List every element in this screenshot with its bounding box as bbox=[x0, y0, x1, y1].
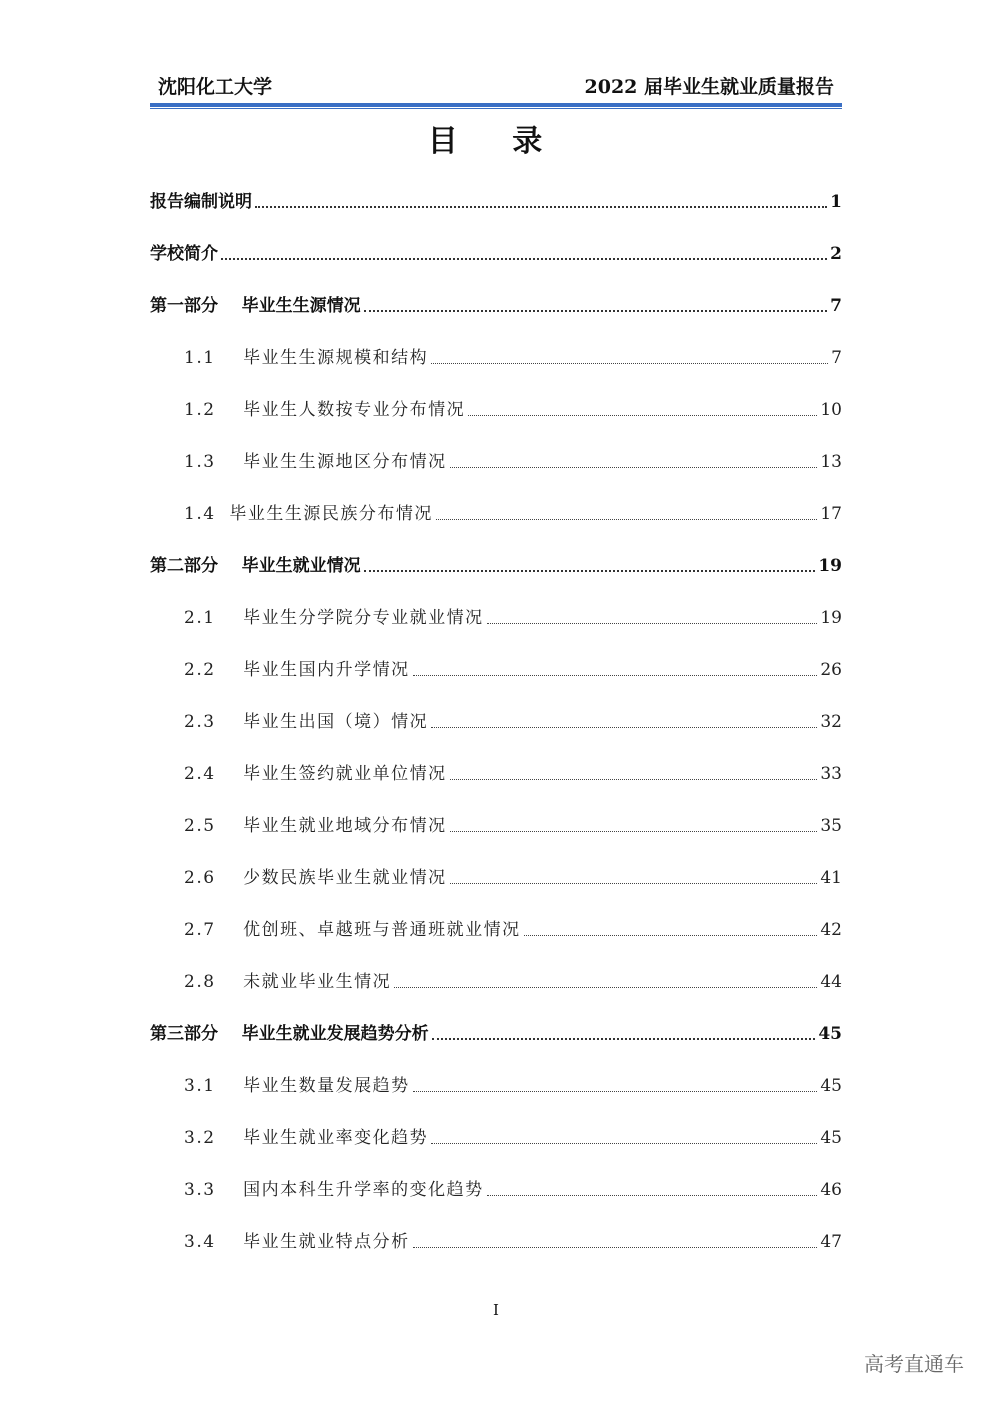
toc-entry-page-number: 42 bbox=[820, 920, 842, 940]
header-rule-thick bbox=[150, 103, 842, 107]
toc-dot-leader bbox=[436, 519, 818, 520]
page-header bbox=[150, 72, 842, 102]
toc-entry[interactable] bbox=[184, 438, 842, 474]
toc-dot-leader bbox=[524, 935, 818, 936]
toc-entry-label: 第三部分 毕业生就业发展趋势分析 bbox=[150, 1024, 429, 1044]
page-title: 目 录 bbox=[427, 124, 565, 159]
toc-dot-leader bbox=[450, 831, 818, 832]
toc-entry-page-number: 10 bbox=[820, 400, 842, 420]
toc-entry[interactable] bbox=[184, 490, 842, 526]
toc-dot-leader bbox=[364, 310, 827, 312]
header-university-name: 沈阳化工大学 bbox=[158, 76, 273, 98]
toc-entry-label: 1.3 毕业生生源地区分布情况 bbox=[184, 452, 447, 472]
toc-entry-label: 2.5 毕业生就业地域分布情况 bbox=[184, 816, 447, 836]
toc-entry-label: 学校简介 bbox=[150, 244, 218, 264]
toc-entry-page-number: 13 bbox=[820, 452, 842, 472]
toc-entry[interactable] bbox=[184, 1218, 842, 1254]
toc-entry[interactable] bbox=[184, 854, 842, 890]
toc-entry[interactable] bbox=[150, 282, 842, 318]
toc-entry[interactable] bbox=[184, 1166, 842, 1202]
toc-entry-page-number: 46 bbox=[820, 1180, 842, 1200]
toc-entry-page-number: 1 bbox=[830, 192, 842, 212]
toc-entry-label: 2.3 毕业生出国（境）情况 bbox=[184, 712, 429, 732]
toc-entry[interactable] bbox=[150, 230, 842, 266]
toc-entry[interactable] bbox=[184, 750, 842, 786]
toc-dot-leader bbox=[431, 363, 828, 364]
toc-entry-label: 2.1 毕业生分学院分专业就业情况 bbox=[184, 608, 484, 628]
toc-dot-leader bbox=[450, 883, 818, 884]
toc-entry-label: 1.1 毕业生生源规模和结构 bbox=[184, 348, 429, 368]
toc-entry-page-number: 7 bbox=[830, 296, 842, 316]
toc-dot-leader bbox=[364, 570, 816, 572]
toc-entry[interactable] bbox=[184, 1062, 842, 1098]
toc-entry-label: 2.8 未就业毕业生情况 bbox=[184, 972, 392, 992]
toc-entry-label: 报告编制说明 bbox=[150, 192, 252, 212]
toc-entry[interactable] bbox=[150, 542, 842, 578]
toc-entry-page-number: 45 bbox=[820, 1128, 842, 1148]
header-report-title: 2022 届毕业生就业质量报告 bbox=[584, 76, 834, 98]
toc-entry-page-number: 2 bbox=[830, 244, 842, 264]
toc-entry-label: 1.2 毕业生人数按专业分布情况 bbox=[184, 400, 466, 420]
toc-dot-leader bbox=[432, 1038, 816, 1040]
toc-entry-label: 2.2 毕业生国内升学情况 bbox=[184, 660, 410, 680]
watermark-text: 高考直通车 bbox=[864, 1352, 964, 1376]
toc-dot-leader bbox=[413, 1091, 818, 1092]
toc-dot-leader bbox=[431, 727, 817, 728]
toc-entry-page-number: 19 bbox=[818, 556, 842, 576]
toc-entry-page-number: 32 bbox=[820, 712, 842, 732]
toc-entry-label: 3.3 国内本科生升学率的变化趋势 bbox=[184, 1180, 484, 1200]
header-rule-thin bbox=[150, 108, 842, 109]
toc-entry-label: 2.7 优创班、卓越班与普通班就业情况 bbox=[184, 920, 521, 940]
toc-entry[interactable] bbox=[184, 594, 842, 630]
toc-entry[interactable] bbox=[184, 1114, 842, 1150]
toc-entry[interactable] bbox=[184, 386, 842, 422]
toc-entry[interactable] bbox=[150, 1010, 842, 1046]
toc-dot-leader bbox=[431, 1143, 817, 1144]
toc-entry[interactable] bbox=[184, 802, 842, 838]
toc-entry-label: 第二部分 毕业生就业情况 bbox=[150, 556, 361, 576]
toc-entry-label: 1.4 毕业生生源民族分布情况 bbox=[184, 504, 433, 524]
toc-entry-page-number: 19 bbox=[820, 608, 842, 628]
toc-entry-page-number: 45 bbox=[818, 1024, 842, 1044]
toc-dot-leader bbox=[413, 1247, 818, 1248]
toc-entry[interactable] bbox=[184, 906, 842, 942]
toc-entry-page-number: 47 bbox=[820, 1232, 842, 1252]
toc-entry-page-number: 17 bbox=[820, 504, 842, 524]
toc-entry-label: 2.6 少数民族毕业生就业情况 bbox=[184, 868, 447, 888]
toc-entry-label: 3.2 毕业生就业率变化趋势 bbox=[184, 1128, 429, 1148]
toc-dot-leader bbox=[450, 467, 818, 468]
toc-entry-page-number: 41 bbox=[820, 868, 842, 888]
toc-entry-page-number: 26 bbox=[820, 660, 842, 680]
toc-entry[interactable] bbox=[150, 178, 842, 214]
toc-dot-leader bbox=[487, 623, 818, 624]
toc-entry[interactable] bbox=[184, 646, 842, 682]
toc-entry[interactable] bbox=[184, 698, 842, 734]
toc-entry[interactable] bbox=[184, 958, 842, 994]
toc-entry-page-number: 33 bbox=[820, 764, 842, 784]
toc-dot-leader bbox=[255, 206, 827, 208]
toc-entry-page-number: 7 bbox=[831, 348, 842, 368]
toc-dot-leader bbox=[468, 415, 817, 416]
toc-entry-page-number: 35 bbox=[820, 816, 842, 836]
toc-entry-label: 3.1 毕业生数量发展趋势 bbox=[184, 1076, 410, 1096]
toc-entry-page-number: 45 bbox=[820, 1076, 842, 1096]
toc-entry-page-number: 44 bbox=[820, 972, 842, 992]
toc-entry-label: 2.4 毕业生签约就业单位情况 bbox=[184, 764, 447, 784]
page-number: I bbox=[493, 1301, 499, 1319]
toc-entry-label: 第一部分 毕业生生源情况 bbox=[150, 296, 361, 316]
toc-entry[interactable] bbox=[184, 334, 842, 370]
toc-dot-leader bbox=[394, 987, 817, 988]
toc-dot-leader bbox=[487, 1195, 818, 1196]
toc-dot-leader bbox=[413, 675, 818, 676]
toc-dot-leader bbox=[450, 779, 818, 780]
toc-entry-label: 3.4 毕业生就业特点分析 bbox=[184, 1232, 410, 1252]
toc-dot-leader bbox=[221, 258, 827, 260]
